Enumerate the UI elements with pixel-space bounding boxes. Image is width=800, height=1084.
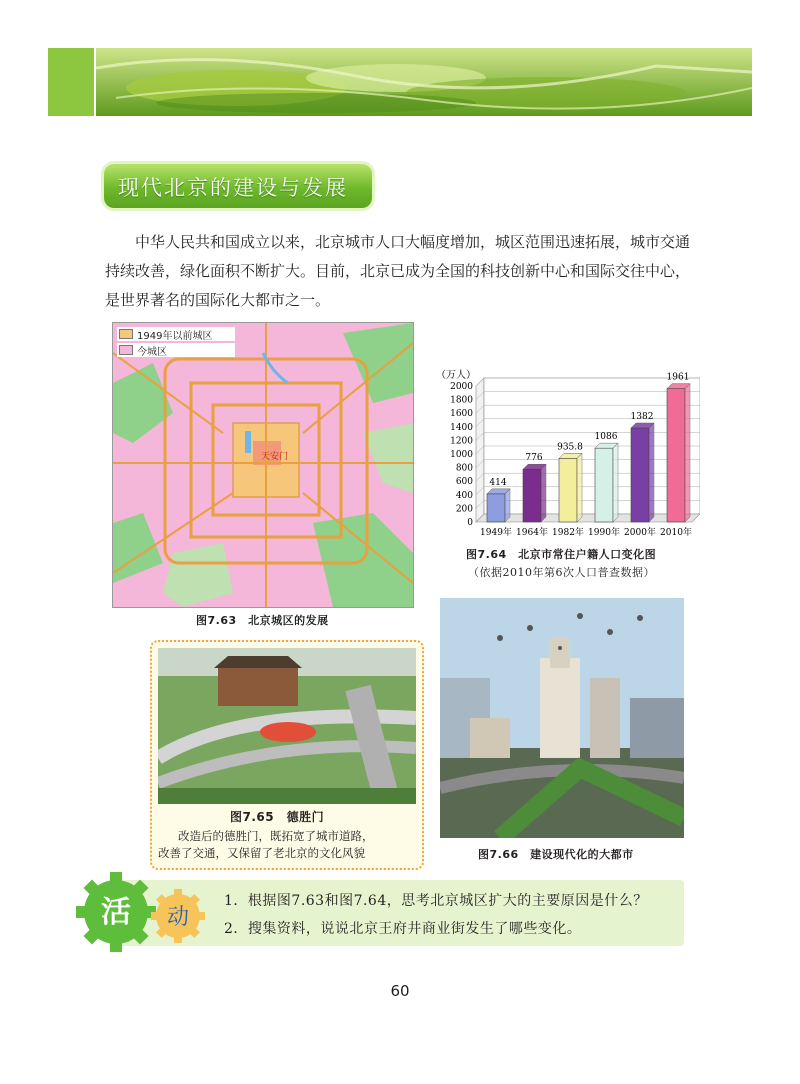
chart-bar-side [685,384,690,522]
chart-ylabel: （万人） [436,370,476,381]
chart-bar-side [649,423,654,522]
header-banner-image [96,48,752,116]
chart-caption: 图7.64 北京市常住户籍人口变化图 [466,548,657,561]
map-legend-1949: 1949年以前城区 [117,327,235,341]
activity-char-2: 动 [166,905,190,930]
beijing-urban-map [112,322,414,608]
activity-item-2: 2．搜集资料，说说北京王府井商业街发生了哪些变化。 [224,921,582,937]
chart-ytick-label: 1000 [450,450,473,460]
deshengmen-photo [158,648,416,804]
chart-bar [523,469,541,522]
chart-value-label: 1961 [666,372,690,383]
page-number: 60 [390,982,410,1000]
chart-ytick-label: 800 [455,463,473,474]
chart-bar [631,428,649,522]
chart-source-note: （依据2010年第6次人口普查数据） [468,566,655,579]
chart-bar-side [577,453,582,522]
chart-value-label: 935.8 [557,442,583,453]
chart-category-label: 1964年 [516,528,548,538]
legend-swatch-today [119,345,133,355]
chart-bar [559,458,577,522]
chart-ytick-label: 0 [467,518,473,528]
chart-ytick-label: 1600 [450,409,473,420]
deshengmen-desc-1: 改造后的德胜门，既拓宽了城市道路， [178,829,374,843]
chart-bar-side [505,489,510,522]
chart-ytick-label: 1800 [450,395,473,406]
chart-bar [487,494,505,522]
chart-ytick-label: 200 [455,504,473,515]
deshengmen-caption: 图7.65 德胜门 [230,810,325,824]
population-chart [430,362,700,542]
city-photo-caption: 图7.66 建设现代化的大都市 [478,848,634,861]
deshengmen-desc-2: 改善了交通，又保留了老北京的文化风貌 [158,846,365,860]
chart-ytick-label: 600 [455,477,473,488]
chart-bar-side [541,464,546,522]
legend-swatch-1949 [119,329,133,339]
map-center-label: 天安门 [261,452,289,462]
chart-ytick-label: 1200 [450,436,473,447]
activity-char-1: 活 [101,895,131,930]
section-title-badge [104,164,372,208]
chart-ytick-label: 2000 [450,382,473,392]
deshengmen-frame [150,640,424,870]
chart-category-label: 2010年 [660,528,692,538]
activity-item-1: 1．根据图7.63和图7.64，思考北京城区扩大的主要原因是什么？ [224,893,648,909]
chart-bar [667,389,685,522]
chart-value-label: 414 [489,477,507,488]
chart-value-label: 1086 [594,432,618,443]
chart-value-label: 1382 [630,412,654,423]
map-legend-today: 今城区 [117,343,235,357]
chart-bar [595,448,613,522]
modern-city-photo [440,598,684,838]
chart-category-label: 1990年 [588,528,620,538]
chart-category-label: 1949年 [480,528,512,538]
activity-gear-icon [76,870,226,960]
chart-ytick-label: 1400 [450,422,473,433]
chart-ytick-label: 400 [455,490,473,501]
chart-category-label: 1982年 [552,528,584,538]
chart-category-label: 2000年 [624,528,656,538]
chart-bar-side [613,443,618,522]
map-caption: 图7.63 北京城区的发展 [196,614,329,627]
intro-paragraph: 中华人民共和国成立以来，北京城市人口大幅度增加，城区范围迅速拓展，城市交通持续改善，绿化面积不断扩大。目前，北京已成为全国的科技创新中心和国际交往中心，是世界著名的国际化大都市之一。 [105,233,691,309]
chart-value-label: 776 [525,453,543,464]
section-title: 现代北京的建设与发展 [118,176,348,200]
header-green-block [48,48,94,116]
